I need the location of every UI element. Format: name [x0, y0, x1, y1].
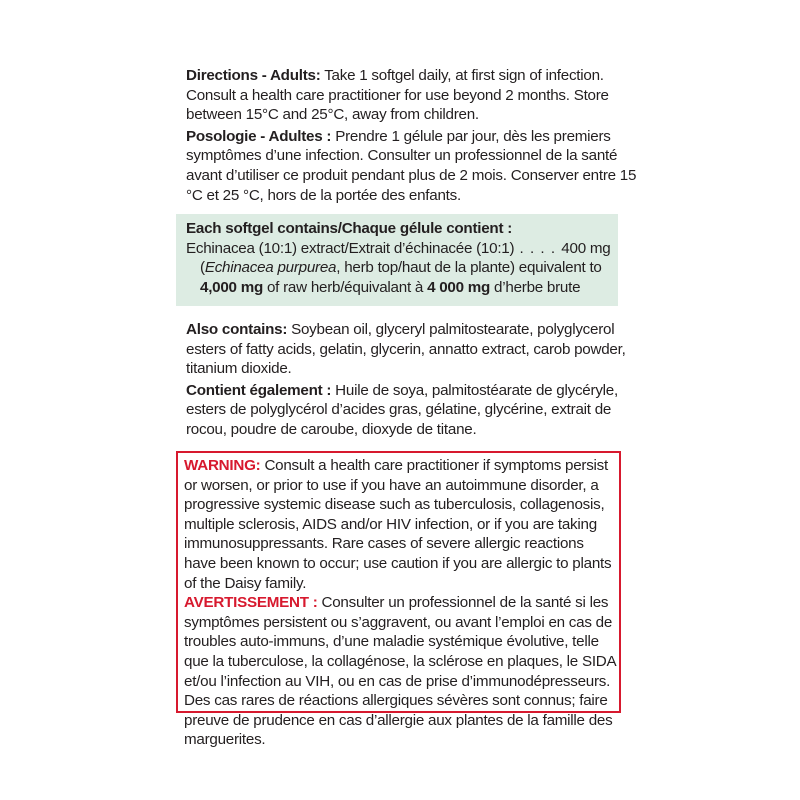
ingredient-equivalent-fr: 4 000 mg [427, 278, 491, 296]
also-contains-en-label: Also contains: [186, 321, 288, 338]
ingredient-line-3 [186, 278, 618, 298]
warning-fr-text: Consulter un professionnel de la santé si les symptômes persistent ou s’aggravent, ou avant l’emploi en cas de troubles auto-immuns, d’une maladie systémique évolutive, telle que la tuberculose, la collagénose, la sclérose en plaques, le SIDA et/ou l’infection au VIH, ou en cas de prise d’immunodépresseurs. Des cas rares de réactions allergiques sévères sont connus; faire preuve de prudence en cas d’allergie aux plantes de la famille des marguerites. [184, 594, 616, 749]
also-contains-fr [186, 381, 626, 440]
directions-fr [186, 127, 656, 205]
directions-section [186, 66, 656, 205]
warning-fr [184, 593, 619, 750]
also-contains-en-text: Soybean oil, glyceryl palmitostearate, polyglycerol esters of fatty acids, gelatin, glycerin, annatto extract, carob powder, titanium dioxide. [186, 321, 626, 378]
ingredient-line-1 [186, 239, 618, 259]
warning-en-text: Consult a health care practitioner if symptoms persist or worsen, or prior to use if you have an autoimmune disorder, a progressive systemic disease such as tuberculosis, collagenosis, multiple sclerosis, AIDS and/or HIV infection, or if you are taking immunosuppressants. Rare cases of severe allergic reactions have been known to occur; use caution if you are allergic to plants of the Daisy family. [184, 457, 612, 592]
ingredient-equivalent-mid: of raw herb/équivalant à [263, 278, 428, 296]
warning-en-label: WARNING: [184, 457, 261, 474]
also-contains-en [186, 320, 626, 379]
warning-box [176, 451, 621, 749]
ingredient-paren-open: ( [200, 259, 205, 277]
directions-fr-text: Prendre 1 gélule par jour, dès les premiers symptômes d’une infection. Consulter un professionnel de la santé avant d’utiliser ce produit pendant plus de 2 mois. Conserver entre 15 °C et 25 °C, hors de la portée des enfants. [186, 127, 637, 204]
ingredient-amount: 400 mg [561, 239, 611, 257]
ingredient-equivalent-end: d’herbe brute [490, 278, 581, 296]
directions-en-text: Take 1 softgel daily, at first sign of infection. Consult a health care practitioner for use beyond 2 months. Store between 15°C and 25°C, away from children. [186, 67, 609, 124]
directions-en-label: Directions - Adults: [186, 67, 321, 84]
ingredient-dots: . . . . [514, 239, 562, 257]
also-contains-fr-label: Contient également : [186, 381, 332, 399]
warning-fr-label: AVERTISSEMENT : [184, 594, 318, 612]
ingredients-heading-text: Each softgel contains/Chaque gélule contient : [186, 220, 513, 237]
ingredients-heading [186, 219, 618, 239]
warning-en [184, 456, 619, 593]
also-contains-fr-text: Huile de soya, palmitostéarate de glycéryle, esters de polyglycérol d’acides gras, gélatine, glycérine, extrait de rocou, poudre de caroube, dioxyde de titane. [186, 381, 618, 438]
ingredient-line-2 [186, 258, 618, 278]
ingredient-equivalent-en: 4,000 mg [200, 278, 264, 296]
ingredient-latin-name: Echinacea purpurea [204, 259, 337, 277]
also-contains-section [186, 320, 626, 440]
ingredient-part: , herb top/haut de la plante) equivalent to [336, 259, 602, 277]
ingredient-name: Echinacea (10:1) extract/Extrait d’échinacée (10:1) [186, 239, 515, 257]
directions-fr-label: Posologie - Adultes : [186, 127, 332, 145]
ingredients-panel [176, 214, 618, 306]
directions-en [186, 66, 656, 125]
